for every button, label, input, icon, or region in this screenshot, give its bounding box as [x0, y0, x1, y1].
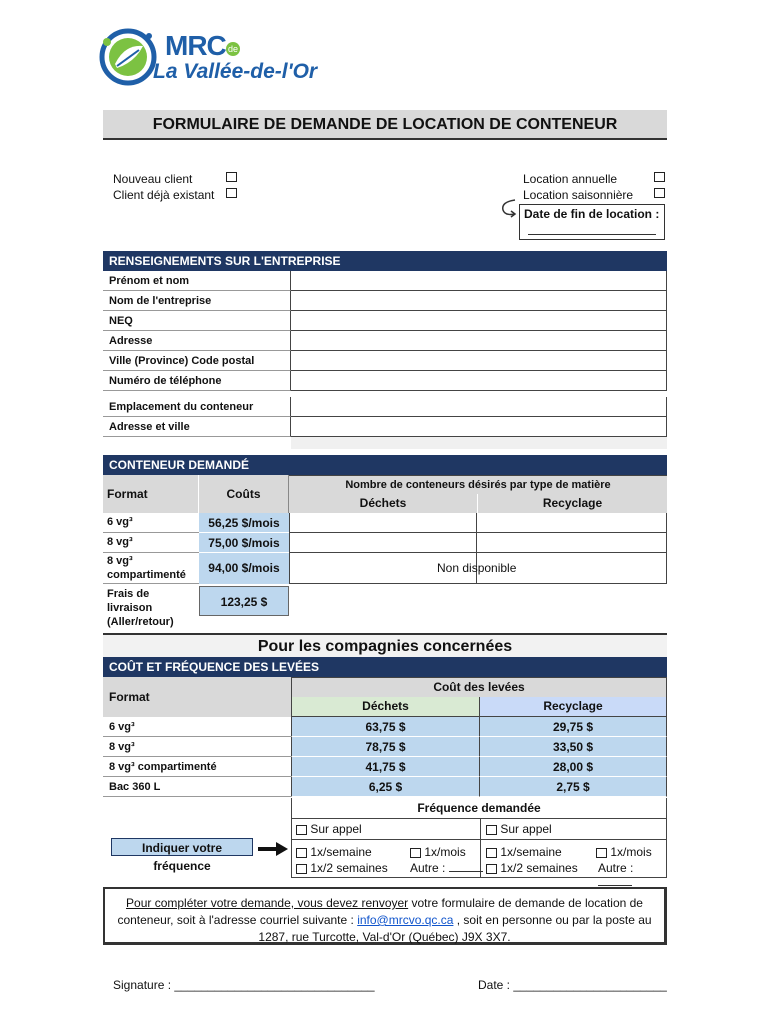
- end-date-label: Date de fin de location :: [524, 207, 660, 221]
- company-field-input[interactable]: [291, 397, 667, 417]
- company-field-label: Adresse et ville: [103, 417, 291, 437]
- container-row-format: 8 vg³ compartimenté: [103, 553, 199, 584]
- date-line[interactable]: Date : _______________________: [478, 978, 667, 992]
- company-field-row: [103, 351, 667, 371]
- pickup-row: [103, 757, 667, 777]
- waste-on-call-checkbox[interactable]: [296, 825, 307, 835]
- recycle-monthly-label: 1x/mois: [610, 845, 652, 859]
- pickup-row-recycle: 28,00 $: [479, 757, 667, 777]
- recycle-biweekly-checkbox[interactable]: [486, 864, 497, 874]
- page-title: FORMULAIRE DE DEMANDE DE LOCATION DE CONTENEUR: [103, 110, 667, 140]
- company-field-label: Prénom et nom: [103, 271, 291, 291]
- frequency-header: Fréquence demandée: [291, 798, 667, 818]
- container-recycle-header: Recyclage: [477, 494, 667, 513]
- existing-client-label: Client déjà existant: [113, 188, 215, 202]
- logo-name: La Vallée-de-l'Or: [153, 60, 318, 83]
- company-field-row: [103, 397, 667, 417]
- pickup-cost-header: Coût des levées: [292, 678, 666, 697]
- recycle-qty-input[interactable]: [477, 513, 667, 532]
- indicate-frequency-label: Indiquer votre fréquence: [111, 838, 253, 856]
- waste-qty-input[interactable]: [289, 533, 477, 552]
- mrc-logo-icon: [95, 24, 161, 90]
- company-field-label: Adresse: [103, 331, 291, 351]
- container-row-cost: 94,00 $/mois: [199, 553, 289, 584]
- logo-de: de: [227, 44, 238, 54]
- pickup-row-format: Bac 360 L: [103, 777, 291, 797]
- waste-other-label: Autre :: [410, 861, 446, 875]
- pickup-cost-table: [103, 677, 667, 797]
- company-field-row: [103, 291, 667, 311]
- company-field-row: [103, 331, 667, 351]
- annual-location-checkbox[interactable]: [654, 172, 665, 182]
- company-field-input[interactable]: [291, 331, 667, 351]
- container-waste-header: Déchets: [289, 494, 477, 513]
- container-section-header: CONTENEUR DEMANDÉ: [103, 455, 667, 475]
- pickup-row-waste: 41,75 $: [291, 757, 479, 777]
- pickup-row-recycle: 2,75 $: [479, 777, 667, 797]
- new-client-label: Nouveau client: [113, 172, 193, 186]
- new-client-checkbox[interactable]: [226, 172, 237, 182]
- delivery-cost: 123,25 $: [199, 586, 289, 616]
- company-field-input[interactable]: [291, 417, 667, 437]
- curved-arrow-icon: [497, 196, 519, 218]
- company-field-label: NEQ: [103, 311, 291, 331]
- seasonal-location-checkbox[interactable]: [654, 188, 665, 198]
- container-format-header: Format: [103, 475, 199, 513]
- container-row-format: 8 vg³: [103, 533, 199, 553]
- not-available-text: [437, 553, 667, 583]
- container-qty-header: Nombre de conteneurs désirés par type de matière: [289, 476, 667, 494]
- waste-weekly-label: 1x/semaine: [310, 845, 372, 859]
- recycle-qty-input[interactable]: [477, 533, 667, 552]
- pickup-waste-header: Déchets: [292, 697, 480, 716]
- company-field-label: Numéro de téléphone: [103, 371, 291, 391]
- waste-weekly-checkbox[interactable]: [296, 848, 307, 858]
- frequency-box: [291, 818, 667, 878]
- pickup-row-format: 8 vg³: [103, 737, 291, 757]
- recycle-other-label: Autre :: [598, 861, 634, 875]
- company-field-label: Nom de l'entreprise: [103, 291, 291, 311]
- pickup-row-format: 6 vg³: [103, 717, 291, 737]
- waste-other-input[interactable]: [449, 871, 483, 872]
- seasonal-location-label: Location saisonnière: [523, 188, 634, 202]
- arrow-right-icon: [258, 842, 288, 856]
- container-row-cost: 75,00 $/mois: [199, 533, 289, 553]
- company-section-spacer: [291, 437, 667, 449]
- company-field-input[interactable]: [291, 351, 667, 371]
- company-field-input[interactable]: [291, 271, 667, 291]
- pickup-recycle-header: Recyclage: [480, 697, 666, 716]
- companies-title: Pour les compagnies concernées: [103, 633, 667, 657]
- footer-note-part2: votre formulaire de demande de location de conteneur, soit à l'adresse courriel suivante :: [117, 896, 643, 927]
- recycle-other-input[interactable]: [598, 885, 632, 886]
- company-field-label: Emplacement du conteneur: [103, 397, 291, 417]
- footer-note-part3: , soit en personne ou par la poste au 1287, rue Turcotte, Val-d'Or (Québec) J9X 3X7.: [258, 913, 652, 944]
- recycle-on-call-checkbox[interactable]: [486, 825, 497, 835]
- company-section-header: RENSEIGNEMENTS SUR L'ENTREPRISE: [103, 251, 667, 271]
- recycle-weekly-checkbox[interactable]: [486, 848, 497, 858]
- company-field-row: [103, 371, 667, 391]
- footer-note: [103, 887, 667, 945]
- recycle-monthly-checkbox[interactable]: [596, 848, 607, 858]
- pickup-row-waste: 78,75 $: [291, 737, 479, 757]
- end-date-box[interactable]: [519, 204, 665, 240]
- footer-note-part1: Pour compléter votre demande, vous devez renvoyer: [126, 896, 409, 910]
- companies-section-header: COÛT ET FRÉQUENCE DES LEVÉES: [103, 657, 667, 677]
- container-table: [103, 475, 667, 628]
- email-link[interactable]: info@mrcvo.qc.ca: [357, 913, 454, 927]
- container-row-cost: 56,25 $/mois: [199, 513, 289, 533]
- location-type-group: [523, 172, 665, 204]
- signature-line[interactable]: Signature : ______________________________: [113, 978, 375, 992]
- existing-client-checkbox[interactable]: [226, 188, 237, 198]
- annual-location-label: Location annuelle: [523, 172, 618, 186]
- company-fields: [103, 271, 667, 449]
- waste-biweekly-label: 1x/2 semaines: [310, 861, 388, 875]
- delivery-label: Frais de livraison (Aller/retour): [107, 588, 174, 628]
- pickup-row-recycle: 33,50 $: [479, 737, 667, 757]
- waste-on-call-label: Sur appel: [310, 822, 362, 836]
- logo: [95, 24, 318, 90]
- client-type-group: [113, 172, 237, 204]
- waste-monthly-checkbox[interactable]: [410, 848, 421, 858]
- company-field-input[interactable]: [291, 371, 667, 391]
- company-field-row: [103, 417, 667, 437]
- pickup-row-recycle: 29,75 $: [479, 717, 667, 737]
- pickup-format-header: Format: [103, 677, 291, 717]
- logo-mrc: MRC: [165, 30, 226, 61]
- pickup-row: [103, 717, 667, 737]
- pickup-row: [103, 737, 667, 757]
- recycle-weekly-label: 1x/semaine: [500, 845, 562, 859]
- company-field-label: Ville (Province) Code postal: [103, 351, 291, 371]
- container-costs-header: Coûts: [199, 475, 289, 513]
- recycle-biweekly-label: 1x/2 semaines: [500, 861, 578, 875]
- recycle-on-call-label: Sur appel: [500, 822, 552, 836]
- container-row-format: 6 vg³: [103, 513, 199, 533]
- company-field-row: [103, 311, 667, 331]
- pickup-row-format: 8 vg³ compartimenté: [103, 757, 291, 777]
- company-field-input[interactable]: [291, 311, 667, 331]
- pickup-row-waste: 6,25 $: [291, 777, 479, 797]
- waste-monthly-label: 1x/mois: [424, 845, 466, 859]
- not-available-label: Non disponible: [437, 561, 517, 575]
- company-field-input[interactable]: [291, 291, 667, 311]
- waste-qty-input[interactable]: [289, 513, 477, 532]
- pickup-row-waste: 63,75 $: [291, 717, 479, 737]
- waste-biweekly-checkbox[interactable]: [296, 864, 307, 874]
- company-field-row: [103, 271, 667, 291]
- pickup-row: [103, 777, 667, 797]
